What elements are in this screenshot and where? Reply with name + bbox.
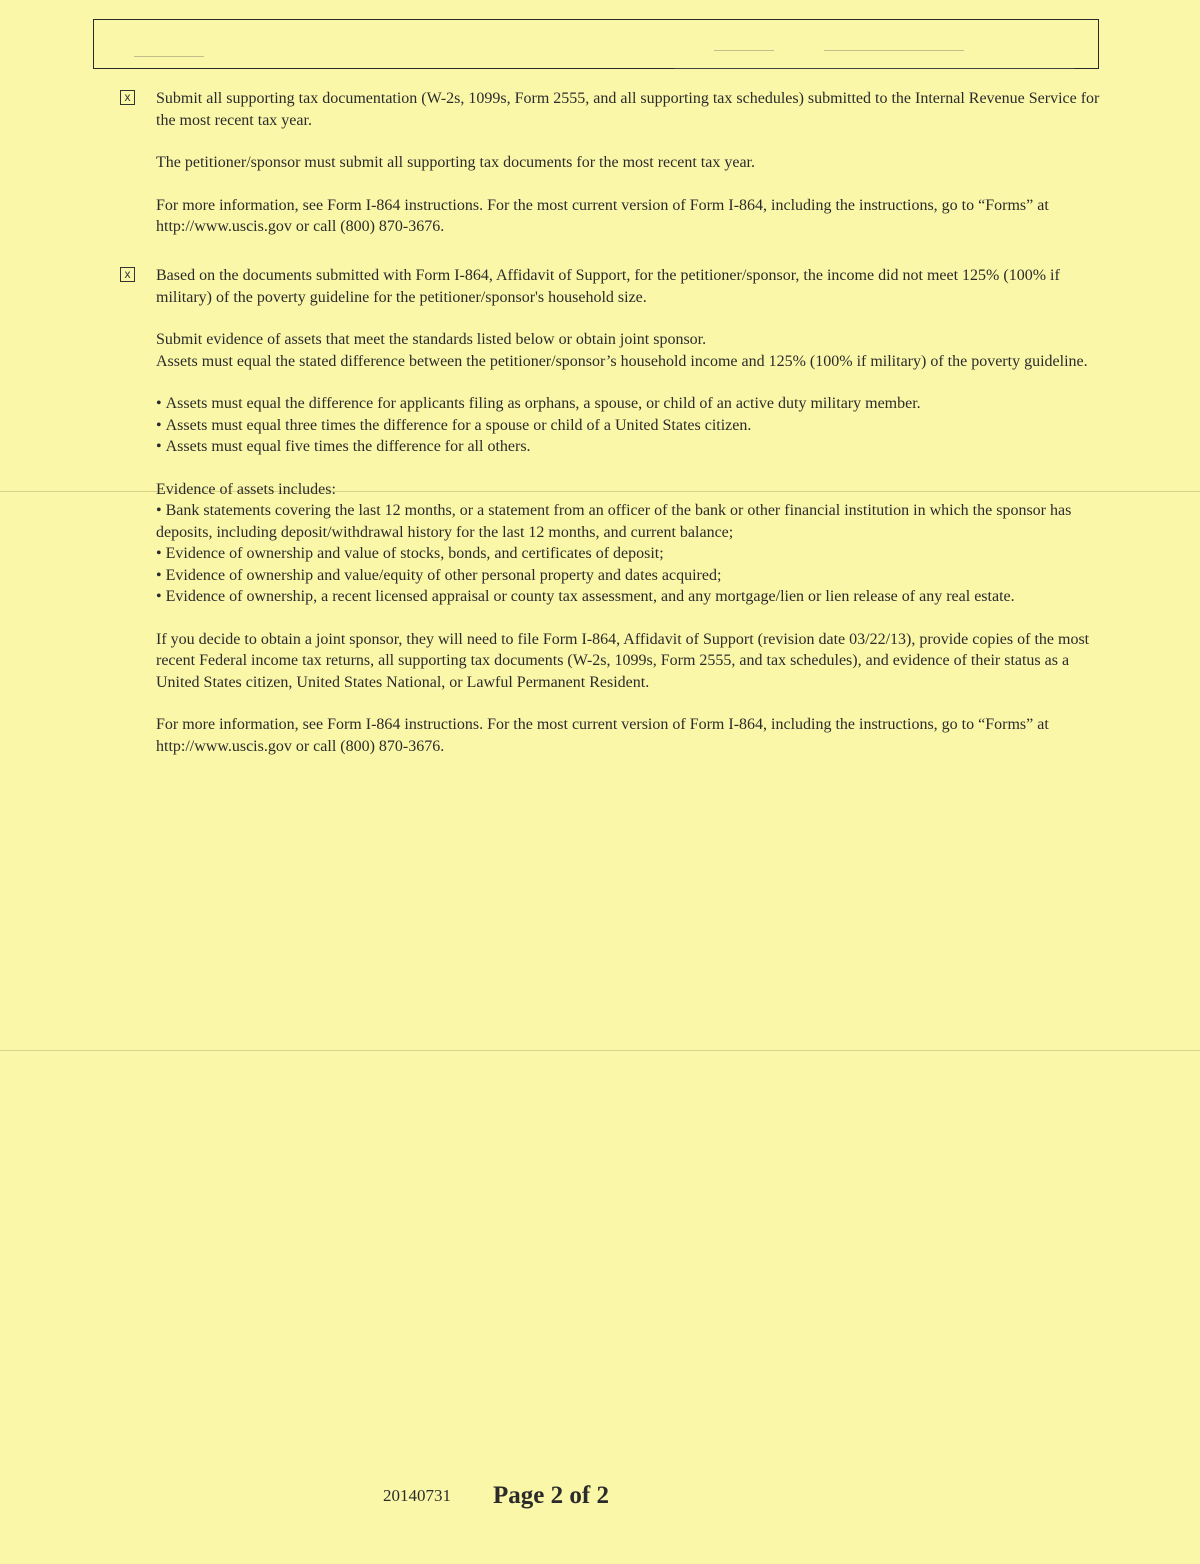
tax-documentation-item (120, 88, 1100, 259)
page-footer (383, 1482, 609, 1510)
insufficient-income-item (120, 265, 1100, 778)
more-info-note-1: For more information, see Form I-864 instructions. For the most current version of Form I-864, including the instructions, go to “Forms” at http://www.uscis.gov or call (800) 870-3676. (156, 196, 1049, 235)
more-info-note-2: For more information, see Form I-864 instructions. For the most current version of Form I-864, including the instructions, go to “Forms” at http://www.uscis.gov or call (800) 870-3676. (156, 716, 1049, 755)
assets-difference-rule: Assets must equal the stated difference between the petitioner/sponsor’s household income and 125% (100% if military) of the poverty guideline. (156, 352, 1088, 370)
date-code: 20140731 (383, 1486, 451, 1505)
list-item: • Evidence of ownership and value of stocks, bonds, and certificates of deposit; (156, 543, 1100, 565)
tax-documentation-checkbox[interactable]: x (120, 90, 135, 105)
evidence-list (156, 500, 1100, 608)
submit-assets-instruction: Submit evidence of assets that meet the standards listed below or obtain joint sponsor. (156, 331, 707, 348)
evidence-heading: Evidence of assets includes: (156, 480, 336, 498)
tax-documents-requirement: The petitioner/sponsor must submit all supporting tax documents for the most recent tax year. (156, 154, 755, 171)
list-item: • Assets must equal three times the difference for a spouse or child of a United States citizen. (156, 415, 1100, 437)
list-item: • Evidence of ownership and value/equity of other personal property and dates acquired; (156, 565, 1100, 587)
page-number: Page 2 of 2 (493, 1482, 609, 1509)
list-item: • Assets must equal five times the difference for all others. (156, 436, 1100, 458)
list-item: • Bank statements covering the last 12 months, or a statement from an officer of the bank or other financial institution in which the sponsor has deposits, including deposit/withdrawal history for the last 12 months, and current balance; (156, 500, 1100, 543)
list-item: • Evidence of ownership, a recent licensed appraisal or county tax assessment, and any mortgage/lien or lien release of any real estate. (156, 586, 1100, 608)
assets-rules-list (156, 393, 1100, 458)
joint-sponsor-instruction: If you decide to obtain a joint sponsor, they will need to file Form I-864, Affidavit of Support (revision date 03/22/13), provide copies of the most recent Federal income tax returns, all supporting tax documents (W-2s, 1099s, Form 2555, and tax schedules), and evidence of their status as a United States citizen, United States National, or Lawful Permanent Resident. (156, 630, 1090, 691)
list-item: • Assets must equal the difference for applicants filing as orphans, a spouse, or child of an active duty military member. (156, 393, 1100, 415)
insufficient-income-checkbox[interactable]: x (120, 267, 135, 282)
top-form-box (93, 19, 1099, 69)
insufficient-income-statement: Based on the documents submitted with Form I-864, Affidavit of Support, for the petitioner/sponsor, the income did not meet 125% (100% if military) of the poverty guideline for the petitioner/sponsor's household size. (156, 267, 1060, 306)
fold-line-lower (0, 1050, 1200, 1051)
tax-documentation-instruction: Submit all supporting tax documentation (W-2s, 1099s, Form 2555, and all supporting tax schedules) submitted to the Internal Revenue Service for the most recent tax year. (156, 90, 1100, 129)
